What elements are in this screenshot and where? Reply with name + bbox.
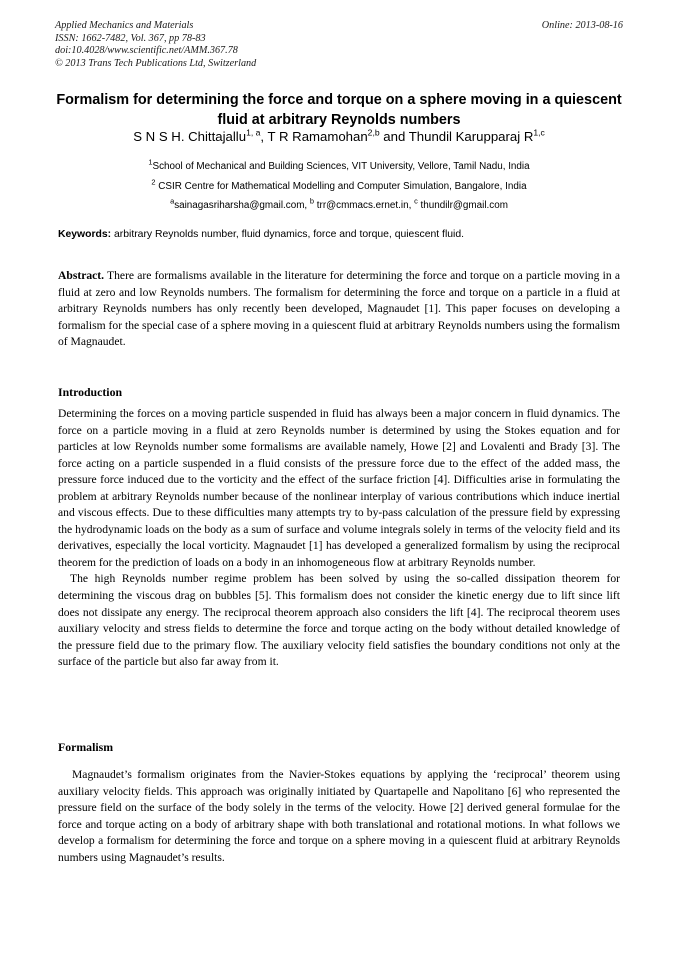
affiliation-line (45, 157, 633, 177)
affiliation-marker: 1 (148, 157, 153, 167)
author-entry (133, 129, 267, 144)
journal-issn-line: ISSN: 1662-7482, Vol. 367, pp 78-83 (55, 32, 206, 44)
journal-identifiers (55, 20, 256, 70)
paragraph: The high Reynolds number regime problem has been solved by using the so-called dissipation theorem for determining the viscous drag on bubbles [5]. This formalism does not consider the kinetic energy due to lift since lift does not dissipate any energy. The reciprocal theorem approach also considers the lift [4]. The reciprocal theorem uses auxiliary velocity and stress fields to determine the force and torque acting on the body without detailed knowledge of the pressure field due to the primary flow. The auxiliary velocity field satisfies the boundary conditions not only at the surface of the particle but also far away from it. (58, 572, 620, 669)
author-affiliation-marker: 1, a (246, 127, 261, 138)
email-marker: c (414, 196, 418, 206)
affiliation-text: School of Mechanical and Building Sciences, VIT University, Vellore, Tamil Nadu, India (152, 161, 530, 172)
page-title: Formalism for determining the force and torque on a sphere moving in a quiescent fluid at arbitrary Reynolds numbers (56, 91, 622, 128)
email-address[interactable]: trr@cmmacs.ernet.in (314, 200, 409, 211)
abstract-text: There are formalisms available in the literature for determining the force and torque on a particle moving in a fluid at zero and low Reynolds numbers. The formalism for determining the force and torque on a particle in a fluid at arbitrary Reynolds numbers has only recently been developed, Magnaudet [1]. This paper focuses on developing a formalism for the special case of a sphere moving in a quiescent fluid at arbitrary Reynolds numbers using the formalism of Magnaudet. (58, 269, 620, 349)
author-separator: , (260, 129, 268, 144)
section-heading-formalism: Formalism (58, 740, 114, 754)
author-entry (268, 129, 409, 144)
affiliation-marker: 2 (151, 177, 156, 187)
email-separator: , (408, 200, 415, 211)
author-affiliation-marker: 1,c (533, 127, 545, 138)
abstract-label: Abstract. (58, 269, 105, 282)
journal-header (55, 20, 623, 70)
email-address[interactable]: thundilr@gmail.com (417, 200, 508, 211)
section-body-formalism (58, 767, 620, 866)
author-entry (409, 129, 545, 144)
paragraph: Magnaudet’s formalism originates from the Navier-Stokes equations by applying the ‘reciprocal’ theorem using auxiliary velocity fields. This approach was originally initiated by Quartapelle and Napolitano [6] who represented the pressure field on the surface of the body solely in the terms of the velocity. Howe [2] derived general formulae for the force and torque acting on a body of arbitrary shape with both translational and rotational motions. In what follows we develop a formalism for determining the force and torque on a sphere moving in a quiescent fluid at arbitrary Reynolds numbers using Magnaudet’s results. (58, 768, 620, 864)
keywords-text: arbitrary Reynolds number, fluid dynamics, force and torque, quiescent fluid. (111, 229, 465, 240)
author-affiliation-marker: 2,b (367, 127, 380, 138)
email-marker: b (309, 196, 315, 206)
author-name: Thundil Karupparaj R (408, 129, 534, 144)
email-address[interactable]: sainagasriharsha@gmail.com (174, 200, 305, 211)
affiliation-text: CSIR Centre for Mathematical Modelling and Computer Simulation, Bangalore, India (155, 180, 527, 192)
affiliation-block (45, 157, 633, 216)
email-line (45, 196, 633, 216)
email-separator: , (304, 200, 310, 211)
author-list (55, 128, 623, 145)
author-name: T R Ramamohan (267, 129, 368, 144)
journal-doi-line: doi:10.4028/www.scientific.net/AMM.367.78 (55, 45, 238, 57)
paragraph: Determining the forces on a moving particle suspended in fluid has always been a major concern in fluid dynamics. The force on a particle moving in a fluid at zero Reynolds number is determined by using the Stokes equation and for particles at low Reynolds number some formalisms are available namely, Howe [2] and Lovalenti and Brady [3]. The force acting on a particle suspended in a fluid consists of the pressure force due to the effect of the added mass, the pressure force induced due to the vorticity and the effect of the surface friction [4]. Difficulties arise in formulating the problem at arbitrary Reynolds number because of the nonlinear interplay of various contributions which induce inertial and viscous effects. Due to these difficulties many attempts try to by-pass calculation of the pressure field by expressing the hydrodynamic loads on the body as a sum of surface and volume integrals solely in terms of the velocity field and its derivatives, especially the local vorticity. Magnaudet [1] has developed a generalized formalism by using the reciprocal theorem for the prediction of loads on a body in an inhomogeneous flow at arbitrary Reynolds number. (58, 407, 620, 569)
keywords-label: Keywords: (58, 229, 112, 240)
affiliation-line (45, 177, 633, 197)
keywords-block (58, 228, 620, 242)
author-name: S N S H. Chittajallu (133, 129, 247, 144)
abstract-block (58, 268, 620, 351)
email-marker: a (170, 196, 175, 206)
section-heading-introduction: Introduction (58, 385, 123, 399)
section-body-introduction (58, 406, 620, 671)
journal-copyright-line: © 2013 Trans Tech Publications Ltd, Switzerland (55, 57, 257, 69)
author-separator: and (379, 129, 409, 144)
journal-online-date: Online: 2013-08-16 (541, 20, 623, 31)
journal-name: Applied Mechanics and Materials (55, 20, 194, 31)
